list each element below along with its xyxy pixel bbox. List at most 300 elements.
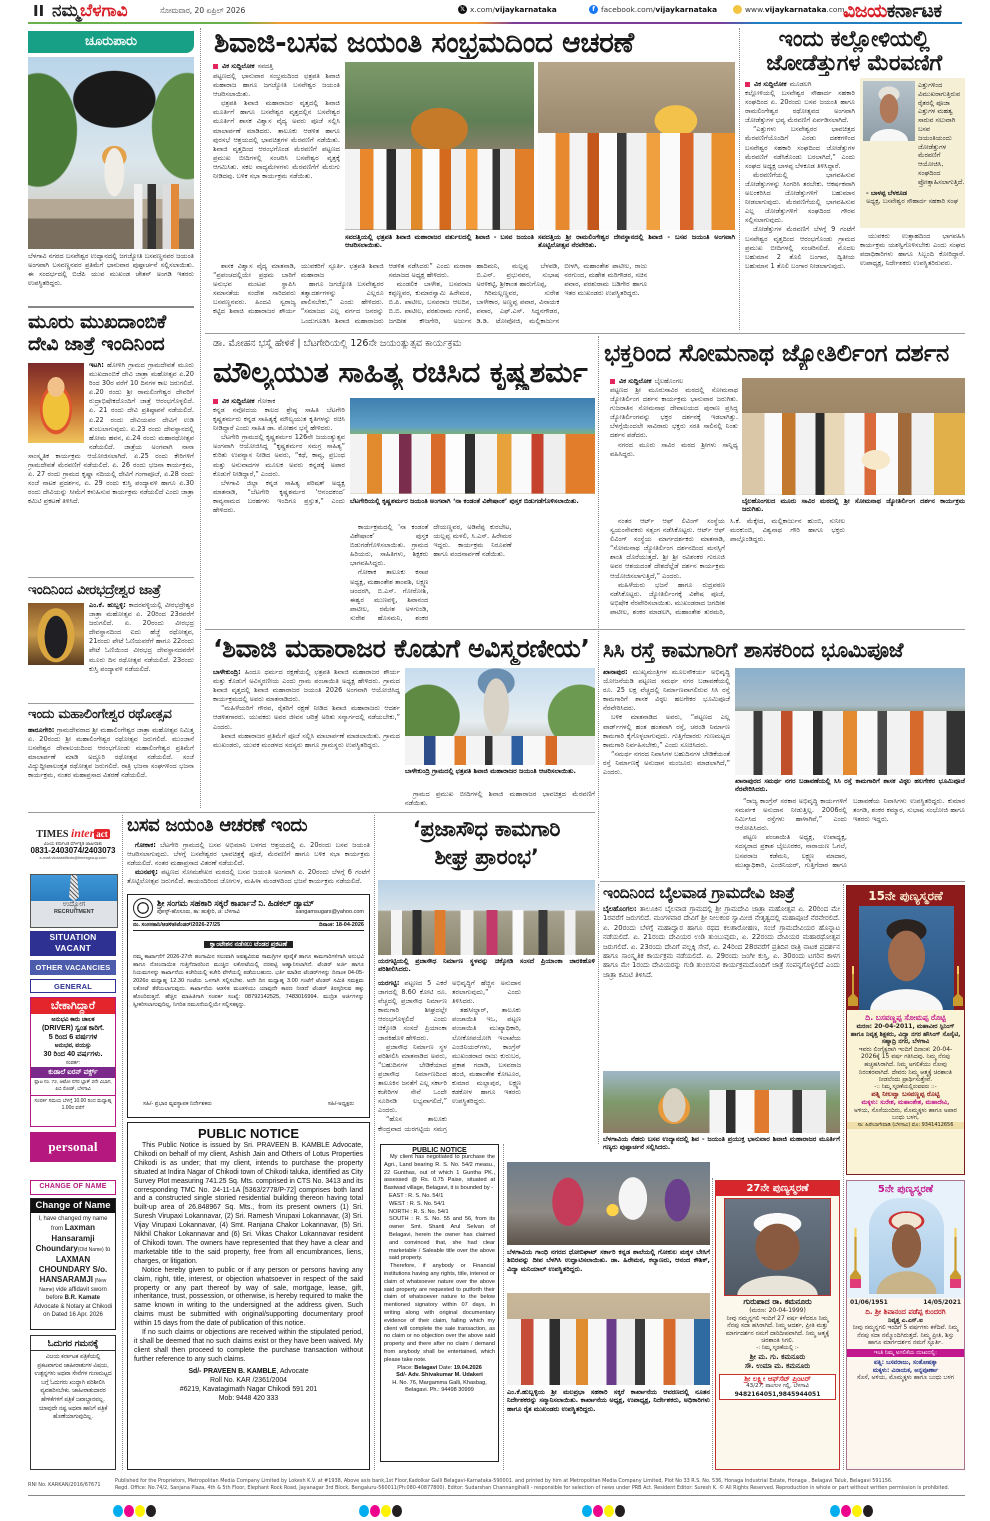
rni-number: RNI No. KARKAN/2016/67671 <box>28 1482 101 1488</box>
obituary-family: ಅಳಿಯ, ಸೊಸೆಯಂದಿರು, ಮೊಮ್ಮಕ್ಕಳು ಹಾಗೂ ಅಪಾರ ಬಂಧು ಬಳಗ, <box>854 1106 957 1122</box>
classified-phone: 0831-2403074/2403073 <box>30 846 116 855</box>
obituary-portrait <box>724 1198 831 1296</box>
footer-rule <box>28 1495 965 1496</box>
photo-shivaji-statue-garlanding <box>603 1071 840 1133</box>
article-krishnasharma-body <box>213 406 345 625</box>
headline-line: ಮೂರು ಮುಖದಾಂಬಿಕೆ <box>28 311 166 333</box>
obituary-photo-frame <box>847 906 964 1010</box>
logo-part1: ವಿಜಯ <box>843 0 887 22</box>
obituary-name: ದಿ. ಶ್ರೀ ಶಿವಾನಂದ ಪಡೆಪ್ಪ ಕುಂದರಗಿ <box>865 1307 946 1316</box>
paragraph: ಪಟ್ಟಣದ ಶ್ರೀ ಮೂರುಸಾವಿರ ಮಠದಲ್ಲಿ ಸೋಮನಾಥ ಜ್ಯೋತಿರ್ಲಿಂಗ ದರ್ಶನ ಕಾರ್ಯಕ್ರಮ ಭಾನುವಾರ ಜರುಗಿತು. ಗುಜರಾತಿನ ಸೋಮನಾಥ ದೇವಾಲಯದ ಪುರಾಣ ಪ್ರಸಿದ್ಧ ಜ್ಯೋತಿರ್ಲಿಂಗವನ್ನು ಭಕ್ತರ ದರ್ಶನಕ್ಕೆ ಇಡಲಾಗಿತ್ತು. ಬೆಳಗ್ಗೆಯಿಂದಲೇ ಸಾವಿರಾರು ಭಕ್ತರು ಸರತಿ ಸಾಲಿನಲ್ಲಿ ನಿಂತು ದರ್ಶನ ಪಡೆದರು. <box>610 386 738 440</box>
magenta-dot-icon <box>124 1505 134 1517</box>
kicker: ಡಾ. ಮೋಹನ ಭಸ್ಮೆ ಹೇಳಿಕೆ | ಬೆಟಗೇರಿಯಲ್ಲಿ 126ನೇ ಜಯಂತ್ಯುತ್ಸವ ಕಾರ್ಯಕ್ರಮ <box>213 338 462 349</box>
byline-place: ಮೂಡಲಗಿ <box>789 80 812 88</box>
paragraph: ಕಲ್ಲೋಳಿಯಲ್ಲಿ ಬಸವೇಶ್ವರ ಸೌಹಾರ್ದ ಸಹಕಾರಿ ಸಂಘದಿಂದ ಏ. 20ರಂದು ಬಸವ ಜಯಂತಿ ಹಾಗೂ ರಾಮಲಿಂಗೇಶ್ವರ ರಥೋತ್ಸವದ ಅಂಗವಾಗಿ ಜೋಡೆತ್ತುಗಳ ಭವ್ಯ ಮೆರವಣಿಗೆ ಏರ್ಪಡಿಸಲಾಗಿದೆ. <box>745 89 855 125</box>
article-veerabhadreshwara <box>28 601 194 699</box>
paragraph: ಮುಖ್ಯಮಂತ್ರಿಗಳ ಮೂಲಸೌಕರ್ಯ ಅಭಿವೃದ್ಧಿ ಯೋಜನೆಯಡಿ ಪಟ್ಟಣದ ಸಮರ್ಥ ನಗರ ಬಡಾವಣೆಯಲ್ಲಿ ರೂ. 25 ಲಕ್ಷ ವೆಚ್ಚದಲ್ಲಿ ನಿರ್ಮಾಣವಾಗಲಿರುವ ಸಿಸಿ ರಸ್ತೆ ಕಾಮಗಾರಿಗೆ ಶಾಸಕ ವಿಠ್ಠಲ ಹಲಗೇಕರ ಭೂಮಿಪೂಜೆ ನೆರವೇರಿಸಿದರು. <box>603 668 730 713</box>
paragraph: ಮಂಡಲಿಕ ಬಾಳೇಶ, ಬಸವರಾಜ ಕಪ್ಪಣ್ಣವರ, ಕುಮಾರಸ್ವಾಮಿ ಹಿರೇಮಠ, ಬಿ.ಪಿ. ಪಾಟೀಲ, ಬಸವರಾಜ ಆಲದಿನ, ಬಿ.ಬಿ. ಪಾಟೀಲ, ಪರಶುರಾಮ ಗಂಗಲಿ, ಜಗದೀಶ ಕೌಜಗೇರಿ, ಅರ್ಜುನ ಹಾದಿಮನಿ, ಮಲ್ಲಪ್ಪ ಬೆಳವಡಿ, ಬಿ.ಎನ್. ಪ್ರಭುನವರ, ಸುಭಾಷ ಅರಳಿಕಟ್ಟಿ, ಶ್ರೀಕಾಂತ ಹಾರುಗೊಪ್ಪ, <box>388 262 560 325</box>
social-x <box>458 5 557 14</box>
column-divider <box>200 28 201 808</box>
birth-date: 01/06/1951 <box>850 1299 888 1306</box>
boundary-dir: WEST <box>389 1200 406 1207</box>
place-label: Place: <box>397 1364 413 1371</box>
paragraph: ಬೆಟಗೇರಿ ಗ್ರಾಮದಲ್ಲಿ ಬಸವ ಅಭಿಮಾನಿ ಬಳಗದ ಆಶ್ರಯದಲ್ಲಿ ಏ. 20ರಂದು ಬಸವ ಜಯಂತಿ ಆಚರಿಸಲಾಗುವುದು. ಬೆಳಗ್ಗೆ ಬಸವೇಶ್ವರರ ಭಾವಚಿತ್ರಕ್ಕೆ ಪೂಜೆ, ಮೆರವಣಿಗೆ ಹಾಗೂ ಬಳಿಕ ಸಭಾ ಕಾರ್ಯಕ್ರಮ ನಡೆಯಲಿದೆ. ನಂತರ ಮಹಾಪ್ರಸಾದ ವಿತರಣೆ ನಡೆಯಲಿದೆ. <box>127 841 370 868</box>
headline-shivaji-contribution: ‘ಶಿವಾಜಿ ಮಹಾರಾಜರ ಕೊಡುಗೆ ಅವಿಸ್ಮರಣೀಯ’ <box>213 634 590 663</box>
date: 19.04.2026 <box>453 1364 482 1371</box>
bullet-square-icon <box>745 82 750 87</box>
photo-prajasoudha-site <box>378 880 595 955</box>
caption-text: ಬೆಳಗಾವಿ ನಗರದ ಬಸವೇಶ್ವರ ಉದ್ಯಾನದಲ್ಲಿ ಜಗಜ್ಯೋತಿ ಬಸವಣ್ಣನವರ ಜಯಂತಿ ಅಂಗವಾಗಿ ಬಸವಣ್ಣನವರ ಪ್ರತಿಮೆಗೆ ಭಾನುವಾರ ಪುಷ್ಪಾರ್ಚನೆ ಸಲ್ಲಿಸಲಾಯಿತು. ಈ ಸಂದರ್ಭದಲ್ಲಿ ಬಿಜೆಪಿ ಯುವ ಮುಖಂಡ ಚೇತನ್ ಅಂಗಡಿ ಇತರರು ಉಪಸ್ಥಿತರಿದ್ದರು. <box>28 252 194 288</box>
column-divider <box>503 1144 504 1470</box>
obituary-footer: ಸಾ: ಹಿರೇಬಾಗೇವಾಡಿ (ಬೆಳಗಾವಿ) ಮೊ: 9341412656 <box>847 1122 964 1130</box>
ad-change-of-name <box>30 1198 116 1330</box>
tag-general: GENERAL <box>30 979 116 993</box>
obituary-5th-anniversary <box>846 1180 965 1470</box>
photo-shivaji-circle <box>345 62 534 230</box>
paragraph: ಪಟ್ಟಣದಲ್ಲಿ ಭಾನುವಾರ ಸಂಭ್ರಮದಿಂದ ಛತ್ರಪತಿ ಶಿವಾಜಿ ಮಹಾರಾಜ ಹಾಗೂ ಜಗಜ್ಯೋತಿ ಬಸವೇಶ್ವರ ಜಯಂತಿ ಆಚರಿಸಲಾಯಿತು. <box>213 72 340 99</box>
notice-signature-suffix: , Advocate <box>276 1367 309 1375</box>
obituary-name: ದಿ. ಬಸವಣ್ಣಪ್ಪ ಸೋಮಪ್ಪ ರೊಟ್ಟಿ <box>865 1013 946 1022</box>
place: Belagavi <box>414 1364 438 1371</box>
paragraph: ಪ್ರಜಾಸೌಧ ನಿರ್ಮಾಣ ಸ್ಥಳ ಪರಿಶೀಲಿಸಿ ಮಾತನಾಡಿದ ಅವರು, “ಬಹುದಿನಗಳ ಬೇಡಿಕೆಯಾದ ಪ್ರಜಾಸೌಧ ನಿರ್ಮಾಣದಿಂದ ತಾಲೂಕಿನ ಜನತೆಗೆ ಎಲ್ಲ ಸರ್ಕಾರಿ ಕಚೇರಿಗಳ ಸೇವೆ ಒಂದೇ ಸೂರಿನಡಿ ಲಭ್ಯವಾಗಲಿದೆ,” ಎಂದರು. <box>378 1042 447 1115</box>
quote-role: ಅಧ್ಯಕ್ಷ, ಬಸವೇಶ್ವರ ಸೌಹಾರ್ದ ಸಹಕಾರಿ ಸಂಘ <box>866 196 959 205</box>
byline <box>213 62 273 71</box>
cyan-dot-icon <box>830 1505 840 1517</box>
column-divider <box>598 336 599 878</box>
lamp-icon <box>953 966 963 1006</box>
paragraph: ಗೋಕಾಕ ತಾಲೂಕು ಕಸಾಪ ಅಧ್ಯಕ್ಷ, ಮಹಾಂತೇಶ ತಾಂವಶಿ, ಲಕ್ಷ್ಮಣ ಚಂದರಗಿ, ಬಿ.ಎಸ್. ಗೋರೋಶಿ, ಈಶ್ವರ ಮುಣವಳ್ಳಿ, ಶಿವಾನಂದ ಪಾಟೀಲ, ರಮೇಶ ಅಳಗುಂಡಿ, ಸುರೇಶ ಹೊಸಮನಿ, ಶಂಕರ ದೇಯಣ್ಣವರ, ಅಡಿವೆಪ್ಪ ಕುರಬೇಟ, ಯಲ್ಲಪ್ಪ ಮಳಲಿ, ಸಿ.ಎಸ್. ಹಿರೇಮಠ ಇದ್ದರು. ಕಾರ್ಯಕ್ರಮ ನಿರೂಪಣೆ ಹಾಗೂ ವಂದನಾರ್ಪಣೆ ನಡೆಯಿತು. <box>350 523 512 622</box>
photo-caption: ಬೈಲಹೊಂಗಲದ ಮೂರು ಸಾವಿರ ಮಠದಲ್ಲಿ ಶ್ರೀ ಸೋಮನಾಥ ಜ್ಯೋತಿರ್ಲಿಂಗ ದರ್ಶನ ಕಾರ್ಯಕ್ರಮ ಜರುಗಿತು. <box>742 497 965 514</box>
article-kallolli-body-cont <box>860 232 965 330</box>
paragraph: ಪಟ್ಟಣ ಪಂಚಾಯಿತಿ ಅಧ್ಯಕ್ಷ, ಉಪಾಧ್ಯಕ್ಷ, ಸದಸ್ಯರಾದ ಪ್ರಕಾಶ ಬೈಲೂರಕರ, ನಾರಾಯಣ ಓಗಲೆ, ಬಸವರಾಜ ಕಡೆಮನಿ, ಲಕ್ಷ್ಮಣ ಮಾದಾರ, ಮುಖ್ಯಾಧಿಕಾರಿ, ಎಂಜಿನಿಯರ್, ಗುತ್ತಿಗೆದಾರ ಹಾಗೂ ಬಡಾವಣೆಯ ನಿವಾಸಿಗಳು ಉಪಸ್ಥಿತರಿದ್ದರು. ಕುಮಾರ ತಂಗಡಿ, ಶಂಕರ ಕಮ್ಮಾರ, ಸುಭಾಷ ಸಂಭೋಜಿ ಹಾಗೂ ಇತರರು ಇದ್ದರು. <box>735 797 965 869</box>
obituary-remember-label: -:: ನಿಮ್ಮ ಸ್ಮರಣೆಯಲ್ಲಿರುವವರು ::- <box>874 1083 937 1090</box>
byline-label: ವಿಕ ಸುದ್ದಿಲೋಕ <box>222 62 255 70</box>
cyan-dot-icon <box>359 1505 369 1517</box>
obituary-remember-label: -: ನಿಮ್ಮ ಸ್ಮರಣೆಯಲ್ಲಿ :- <box>756 1344 799 1351</box>
section-divider <box>600 881 965 882</box>
quote-attribution <box>860 187 965 206</box>
boundary-val: : R. S. No. 54/1 <box>410 1208 449 1215</box>
sugar-factory-logo-icon <box>133 898 153 918</box>
paragraph: ಕನ್ನಡ ನವೋದಯ ಕಾಲದ ಶ್ರೇಷ್ಠ ಸಾಹಿತಿ ಬೆಟಗೇರಿ ಕೃಷ್ಣಶರ್ಮರು ಕನ್ನಡ ಸಾಹಿತ್ಯಕ್ಕೆ ಮೌಲ್ಯಯುತ ಕೃತಿಗಳನ್ನು ರಚಿಸಿ ನೀಡಿದ್ದಾರೆ ಎಂದು ಸಾಹಿತಿ ಡಾ. ಮೋಹನ ಭಸ್ಮೆ ಹೇಳಿದರು. <box>213 406 345 433</box>
obituary-message: ಇವರು ಲಿಂಗೈಕ್ಯರಾಗಿ ಇಂದಿಗೆ ದಿನಾಂಕ: 20-04-2026ಕ್ಕೆ 15 ವರ್ಷ ಗತಿಸಿದವು. ನಿಮ್ಮ ನೆನಪು ಹಚ್ಚಹಸಿರಾಗಿದೆ. ನಿಮ್ಮ ಅಗಲಿಕೆಯು ನೋವು ನಿರಂತರವಾಗಿದೆ. ದೇವರು ನಿಮ್ಮ ಆತ್ಮಕ್ಕೆ ಚಿರಶಾಂತಿ ನೀಡಲೆಂದು ಪ್ರಾರ್ಥಿಸುತ್ತೇವೆ. <box>858 1045 953 1084</box>
tender-notice-ad <box>127 894 370 1118</box>
public-notice-bastwad-land <box>380 1144 499 1462</box>
boundary-south <box>389 1216 495 1263</box>
bullet-square-icon <box>213 64 218 69</box>
photo-jyotirlinga-darshan <box>742 378 965 495</box>
tag-personal: personal <box>30 1132 116 1162</box>
boundary-dir: SOUTH <box>389 1216 409 1223</box>
ad-text: vide affidavit sworn before <box>45 1286 107 1302</box>
headline-line: ‘ಪ್ರಜಾಸೌಧ ಕಾಮಗಾರಿ <box>412 817 561 841</box>
obituary-family: ಸೊಸೆ, ಅಳಿಯ, ಮೊಮ್ಮಕ್ಕಳು ಹಾಗೂ ಬಂಧು ಬಳಗ <box>857 1374 954 1382</box>
byline <box>610 377 683 386</box>
paragraph: ತಾಲೂಕಿನ ಬೈಲವಾಡ ಗ್ರಾಮದಲ್ಲಿ ಶ್ರೀ ಗ್ರಾಮದೇವಿ ಜಾತ್ರಾ ಮಹೋತ್ಸವ ಏ. 20ರಿಂದ ಮೇ 1ರವರೆಗೆ ಜರುಗಲಿದೆ. ಮಂಗಳವಾರ ದೇವಿಗೆ ಶ್ರೀ ನೀಲಕಂಠ ಸ್ವಾಮೀಜಿ ನೇತೃತ್ವದಲ್ಲಿ ಮಹಾಪೂಜೆ ನೆರವೇರಲಿದೆ. ಏ. 20ರಂದು ಬೆಳಗ್ಗೆ ಮಹಾದ್ವಾರ ಹಾಗೂ ರಥದ ಕಲಶಾರೋಹಣ, ಸಂಜೆ ಗ್ರಾಮದೇವಿಯರ ಹೊನ್ನಾಟ ನಡೆಯಲಿದೆ. ಏ. 21ರಂದು ದೇವಿಯರ ಉಡಿ ತುಂಬುವುದು, ಏ. 22ರಂದು ದೇವಿಯರ ಮಹಾರಥೋತ್ಸವ ಜರುಗಲಿದೆ. ಏ. 23ರಂದು ದೇವಿಗೆ ಪಲ್ಲಕ್ಕಿ ಸೇವೆ, ಏ. 24ರಿಂದ 28ರವರೆಗೆ ಪ್ರತಿದಿನ ರಾತ್ರಿ ನಾಟಕ ಪ್ರದರ್ಶನ ಹಾಗೂ ಸಾಂಸ್ಕೃತಿಕ ಕಾರ್ಯಕ್ರಮ ನಡೆಯಲಿದೆ. ಏ. 29ರಂದು ಜಂಗೀ ಕುಸ್ತಿ, ಏ. 30ರಂದು ಟಗರಿನ ಕಾಳಗ ಹಾಗೂ ಮೇ 1ರಂದು ದೇವಿಯರನ್ನು ಗುಡಿ ತುಂಬಿಸುವ ಕಾರ್ಯಕ್ರಮದೊಂದಿಗೆ ಜಾತ್ರೆ ಸಂಪನ್ನಗೊಳ್ಳಲಿದೆ ಎಂದು ಜಾತ್ರಾ ಕಮಿಟಿ ತಿಳಿಸಿದೆ. <box>603 905 840 979</box>
dateline: ಯರಗಟ್ಟಿ: <box>378 979 400 987</box>
paragraph: ಮಹಿಳೆಯರು ಭಜನೆ ಹಾಗೂ ರುದ್ರಪಠಣ ನಡೆಸಿಕೊಟ್ಟರು. ಜ್ಯೋತಿರ್ಲಿಂಗಕ್ಕೆ ವಿಶೇಷ ಪೂಜೆ, ಅಭಿಷೇಕ ನೆರವೇರಿಸಲಾಯಿತು. ಮುಖಂಡರಾದ ಜಗದೀಶ ಪಾಟೀಲ, ಶಂಕರ ಮಾಡಲಗಿ, ಮಹಾಂತೇಶ ತುರಮರಿ, ಸಿ.ಕೆ. ಮೆಕ್ಕೇದ, ಮಲ್ಲಿಕಾರ್ಜುನ ಹುಂಬಿ, ಸುನೀಲ ಮರಕುಂಬಿ, ವಿಶ್ವನಾಥ ಗೌರಿ ಹಾಗೂ ಭಕ್ತರು ಪಾಲ್ಗೊಂಡಿದ್ದರು. <box>610 517 845 616</box>
obituary-children: ಮಕ್ಕಳು: ಸುರೇಶ, ಮಹಾಂತೇಶ, ಮಹಾದೇವಿ, <box>861 1098 950 1106</box>
boundary-val: : R. S. No. 54/1 <box>406 1200 445 1207</box>
black-dot-icon <box>146 1505 156 1517</box>
section-divider <box>28 306 194 308</box>
paragraph: ನಂತರ ಆರ್ಟ್ ಆಫ್ ಲಿವಿಂಗ್ ಸಂಸ್ಥೆಯ ಸ್ವಯಂಸೇವಕರು ಸತ್ಸಂಗ ನಡೆಸಿಕೊಟ್ಟರು. ಆರ್ಟ್ ಆಫ್ ಲಿವಿಂಗ್ ಸಂಸ್ಥೆಯ ಮಾರ್ಗದರ್ಶಕರು ಮಾತನಾಡಿ, “ಸೋಮನಾಥ ಜ್ಯೋತಿರ್ಲಿಂಗ ದರ್ಶನದಿಂದ ಮನಸ್ಸಿಗೆ ಶಾಂತಿ ದೊರೆಯುತ್ತದೆ. ಶ್ರೀ ಶ್ರೀ ರವಿಶಂಕರ ಗುರೂಜಿ ಅವರ ಆಶಯದಂತೆ ದೇಶದೆಲ್ಲೆಡೆ ದರ್ಶನ ಕಾರ್ಯಕ್ರಮ ಆಯೋಜಿಸಲಾಗುತ್ತಿದೆ,” ಎಂದರು. <box>610 517 725 580</box>
ad-line: 30 ರಿಂದ 40 ವರ್ಷಗಳು. <box>43 1049 103 1058</box>
section-divider <box>28 703 194 704</box>
sponsor-box <box>719 1374 836 1401</box>
article-krishnasharma-body-cont <box>350 523 595 625</box>
obituary-dates <box>847 1298 964 1308</box>
header-color-rule <box>28 22 962 24</box>
sponsor-address: 43/27, ಪಾಂಗುಳ ಗಲ್ಲಿ, ಬೆಳಗಾವಿ <box>746 1383 809 1390</box>
photo-book-release <box>350 398 595 494</box>
photo-caption: ಖಾನಾಪುರದ ಸಮರ್ಥ ನಗರ ಬಡಾವಣೆಯಲ್ಲಿ ಸಿಸಿ ರಸ್ತೆ ಕಾಮಗಾರಿಗೆ ಶಾಸಕ ವಿಠ್ಠಲ ಹಲಗೇಕರ ಭೂಮಿಪೂಜೆ ನೆರವೇರಿಸಿದರು. <box>735 777 965 794</box>
paragraph: ಶಾಸಕ ವಿಶ್ವಾಸ ವೈದ್ಯ ಮಾತನಾಡಿ, “ಪ್ರಪಂಚದಲ್ಲಿಯೇ ಪ್ರಥಮ ಬಾರಿಗೆ ಅನುಭವ ಮಂಟಪ ಸ್ಥಾಪಿಸಿ ಸಮಾನತೆಯ ಸಂದೇಶ ಸಾರಿದವರು ಬಸವಣ್ಣನವರು. ಹಿಂದವಿ ಸ್ವರಾಜ್ಯ ಕಟ್ಟಿದ ಶಿವಾಜಿ ಮಹಾರಾಜರ ಶೌರ್ಯ ಯುವಕರಿಗೆ ಸ್ಫೂರ್ತಿ. ಛತ್ರಪತಿ ಶಿವಾಜಿ ಮಹಾರಾಜ <box>213 262 384 316</box>
paragraph: ಬೆಳಗಾವಿ ಜಿಲ್ಲಾ ಕನ್ನಡ ಸಾಹಿತ್ಯ ಪರಿಷತ್ ಅಧ್ಯಕ್ಷ ಮಾತನಾಡಿ, “ಬೆಟಗೇರಿ ಕೃಷ್ಣಶರ್ಮರ ‘ಆನಂದಕಂದ’ ಕಾವ್ಯನಾಮದ ಬರಹಗಳು ಇಂದಿಗೂ ಪ್ರಸ್ತುತ,” ಎಂದು ಹೇಳಿದರು. <box>213 478 345 515</box>
headline-mooru-mukhadambike <box>28 311 194 355</box>
tender-org-contact <box>157 909 364 916</box>
website-prefix: www. <box>745 5 765 14</box>
x-icon: 𝕏 <box>458 5 467 14</box>
dateline: ಇಟಗಿ: <box>89 361 104 369</box>
black-dot-icon <box>392 1505 402 1517</box>
boundary-east <box>389 1193 495 1201</box>
article-body: ಕಾದರವಳ್ಳಿಯಲ್ಲಿ ವೀರಭದ್ರೇಶ್ವರ ಜಾತ್ರಾ ಮಹೋತ್ಸವ ಏ. 20ರಿಂದ 23ರವರೆಗೆ ಜರುಗಲಿದೆ. ಏ. 20ರಂದು ವೀರಭದ್ರ ದೇವಸ್ಥಾನದಿಂದ ಐದು ಹೆಜ್ಜೆ ರಥೋತ್ಸವ, 21ರಂದು ಪೇಟೆ ಓಣಿಯವರೆಗೆ ಹಾಗೂ 22ರಂದು ಪೇಟೆ ಓಣಿಯಿಂದ ವೀರಭದ್ರ ದೇವಸ್ಥಾನದವರೆಗೆ ಮೂರು ದಿನ ರಥೋತ್ಸವ ನಡೆಯಲಿದೆ. 23ರಂದು ಕುಸ್ತಿ ಪಂದ್ಯಾವಳಿ ನಡೆಯಲಿದೆ. <box>89 601 194 673</box>
black-dot-icon <box>863 1505 873 1517</box>
tag-text: VACANT <box>55 943 91 953</box>
photo-caption: ಬೆಳಗಾವಿಯ ಗಾಂಧಿ ನಗರದ ಧೋಬಿಘಾಟ್ ಸರ್ಕಾರಿ ಕನ್ನಡ ಶಾಲೆಯಲ್ಲಿ ಗೋಕುಲ ಮಕ್ಕಳ ಬೇಸಿಗೆ ಶಿಬಿರವನ್ನು ದೀಪ ಬೆಳಗಿಸಿ ಉದ್ಘಾಟಿಸಲಾಯಿತು. ಡಾ. ಹಿರೇಮಠ, ಕಲ್ಯಾಣರು, ಆನಂದ ಕೌಶಿಕ್, ವಿದ್ಯಾ ಮನಿಯಾಲ್ ಉಪಸ್ಥಿತರಿದ್ದರು. <box>507 1248 710 1273</box>
masthead-part2: ಬೆಳಗಾವಿ <box>79 1 128 21</box>
byline-label: ವಿಕ ಸುದ್ದಿಲೋಕ <box>754 80 787 88</box>
sponsor-phone: 9482164051,9845944051 <box>734 1390 821 1398</box>
paragraph: “ಸಮರ್ಥ ನಗರದ ನಿವಾಸಿಗಳ ಬಹುದಿನಗಳ ಬೇಡಿಕೆಯಂತೆ ರಸ್ತೆ ನಿರ್ಮಾಣಕ್ಕೆ ಅನುದಾನ ಮಂಜೂರು ಮಾಡಲಾಗಿದೆ,” ಎಂದರು. <box>603 749 730 777</box>
article-body: ಹೋಳಿಗಿ ಗ್ರಾಮದ ಗ್ರಾಮದೇವತೆ ಮೂರು ಮುಖದಾಂಬಿಕೆ ದೇವಿ ಜಾತ್ರಾ ಮಹೋತ್ಸವ ಏ.20 ರಿಂದ 30ರ ವರೆಗೆ 10 ದಿನಗಳ ಕಾಲ ಜರುಗಲಿದೆ. ಏ.20 ರಂದು ಶ್ರೀ ರಾಮಲಿಂಗೇಶ್ವರ ದೇವರಿಗೆ ರುದ್ರಾಭಿಷೇಕದೊಂದಿಗೆ ಜಾತ್ರೆ ಆರಂಭಗೊಳ್ಳಲಿದೆ. ಏ. 21 ರಂದು ದೇವಿ ಪ್ರತಿಷ್ಠಾಪನೆ ನಡೆಯಲಿದೆ. ಏ.22 ರಂದು ದೇವಿಯವರ ದೇವಿಗೆ ಉಡಿ ತುಂಬಲಾಗುವುದು. ಏ.23 ರಂದು ದೇವಸ್ಥಾನದಲ್ಲಿ ಹೋಮ ಹವನ, ಏ.24 ರಂದು ಮಹಾರಥೋತ್ಸವ ನಡೆಯಲಿದೆ. ಜಾತ್ರೆಯ ಅಂಗವಾಗಿ ನಾನಾ ಸಾಂಸ್ಕೃತಿಕ ಕಾರ್ಯಕ್ರಮ ಆಯೋಜಿಸಲಾಗಿದೆ. ಏ.25 ರಂದು ಕೇರಿಗಳಿಗೆ ಗ್ರಾಮದೇವತೆ ಮೆರವಣಿಗೆ ನಡೆಯಲಿದೆ. ಏ. 26 ರಂದು ಭಜನಾ ಕಾರ್ಯಕ್ರಮ, ಏ. 27 ರಂದು ಗ್ರಾಮದ ಕೃಷ್ಣಾ ನದಿಯಲ್ಲಿ ದೇವಿಗೆ ಗಂಗಾಪೂಜೆ, ಏ.28 ರಂದು ಸಂಜೆ ನಾಟಕ ಪ್ರದರ್ಶನ, ಏ. 29 ರಂದು ಕುಸ್ತಿ ಪಂದ್ಯಾವಳಿ ಹಾಗೂ ಏ.30 ರಂದು ದೇವಿಯನ್ನು ಸೀಮೆಗೆ ಕಳುಹಿಸುವ ಕಾರ್ಯಕ್ರಮ ನಡೆಯಲಿದೆ ಎಂದು ಜಾತ್ರಾ ಕಮಿಟಿ ಪ್ರಕಟಣೆ ತಿಳಿಸಿದೆ. <box>28 361 194 506</box>
cmyk-registration-marks <box>113 1505 156 1517</box>
cyan-dot-icon <box>582 1505 592 1517</box>
photo-basaveshwara-statue <box>28 57 194 249</box>
lead-headline: ಶಿವಾಜಿ-ಬಸವ ಜಯಂತಿ ಸಂಭ್ರಮದಿಂದ ಆಚರಣೆ <box>214 27 634 59</box>
ad-text: to <box>105 1247 111 1254</box>
paragraph: If no such claims or objections are received within the stipulated period, it shall be deemed that no such claims exist or they have been waived. My client shall then proceed to complete the purchase transaction without further reference to any such claims. <box>134 1329 363 1363</box>
article-prajasoudha-body <box>378 979 595 1140</box>
dateline: ಬೈಲಹೊಂಗಲ: <box>603 905 637 913</box>
paragraph: ನಗರದ ಮೂರು ಸಾವಿರ ಮಠದ ಶ್ರೀಗಳು ಸಾನ್ನಿಧ್ಯ ವಹಿಸಿದ್ದರು. <box>610 440 738 458</box>
ad-driver-wanted <box>30 997 116 1127</box>
paragraph: ಛತ್ರಪತಿ ಶಿವಾಜಿ ಮಹಾರಾಜರ ವೃತ್ತದಲ್ಲಿ ಶಿವಾಜಿ ಮೂರ್ತಿಗೆ ಹಾಗೂ ಬಸವೇಶ್ವರ ವೃತ್ತದಲ್ಲಿನ ಬಸವೇಶ್ವರ ಮೂರ್ತಿಗೆ ಶಾಸಕ ವಿಶ್ವಾಸ ವೈದ್ಯ ಅವರು ಪೂಜೆ ಸಲ್ಲಿಸಿ ಮಾಲಾರ್ಪಣೆ ಮಾಡಿದರು. ತಾಲೂಕು ಆಡಳಿತ ಹಾಗೂ ಪುರಸಭೆ ಆಶ್ರಯದಲ್ಲಿ ಭಾವಚಿತ್ರಗಳ ಮೆರವಣಿಗೆ ನಡೆಯಿತು. ಶಿವಾಜಿ ವೃತ್ತದಿಂದ ಆರಂಭಗೊಂಡ ಮೆರವಣಿಗೆ ಪಟ್ಟಣದ ಪ್ರಮುಖ ಬೀದಿಗಳಲ್ಲಿ ಸಂಚರಿಸಿ ಬಸವೇಶ್ವರ ವೃತ್ತಕ್ಕೆ ಆಗಮಿಸಿತು. ಸಕಲ ವಾದ್ಯಮೇಳಗಳು ಮೆರವಣಿಗೆಗೆ ಮೆರುಗು ನೀಡಿದವು. ಬಳಿಕ ಸಭಾ ಕಾರ್ಯಕ್ರಮ ನಡೆಯಿತು. <box>213 99 340 181</box>
readers-note <box>30 1335 116 1470</box>
ad-body <box>31 1014 115 1067</box>
column-divider <box>598 884 599 1144</box>
article-bailwad-body <box>603 905 840 1068</box>
public-notice-praveen-kamble <box>127 1122 370 1470</box>
readers-note-header: ಓದುಗರ ಗಮನಕ್ಕೆ <box>31 1336 115 1351</box>
section-masthead <box>52 1 128 21</box>
obituary-photo-frame <box>847 1198 964 1298</box>
headline-line: ಶೀಘ್ರ ಪ್ರಾರಂಭ’ <box>434 845 539 869</box>
tender-signatures <box>133 1101 364 1108</box>
dateline: ಎಂ.ಕೆ. ಹುಬ್ಬಳ್ಳಿ: <box>89 601 126 609</box>
ad-header: Change of Name <box>31 1199 115 1213</box>
ad-header: ಬೇಕಾಗಿದ್ದಾರೆ <box>31 998 115 1014</box>
social-x-handle: vijaykarnataka <box>495 5 557 14</box>
website-handle: vijaykarnataka <box>764 5 827 14</box>
paragraph: ಬೆಟಗೇರಿ ಗ್ರಾಮದಲ್ಲಿ ಕೃಷ್ಣಶರ್ಮರ 126ನೇ ಜಯಂತ್ಯುತ್ಸವ ಅಂಗವಾಗಿ ಆಯೋಜಿಸಿದ್ದ “ಕೃಷ್ಣಶರ್ಮರ ಸಮಗ್ರ ಸಾಹಿತ್ಯ” ಕುರಿತು ಉಪನ್ಯಾಸ ನೀಡಿದ ಅವರು, “ಕಥೆ, ಕಾವ್ಯ, ಪ್ರಬಂಧ ಮತ್ತು ಅನುವಾದಗಳ ಮೂಲಕ ಅವರು ಕನ್ನಡಕ್ಕೆ ಅಪಾರ ಕೊಡುಗೆ ನೀಡಿದ್ದಾರೆ,” ಎಂದರು. <box>213 433 345 478</box>
obituary-grief-label: ಇಂತಿ ನಿಮ್ಮ ಅಗಲಿಕೆಯ ದುಃಖದಲ್ಲಿ: <box>847 1349 964 1357</box>
photo-balappa-belakuda <box>863 81 915 141</box>
facebook-icon: f <box>589 5 598 14</box>
paragraph: “ಮಹಿಳೆಯರಿಗೆ ಗೌರವ, ರೈತರಿಗೆ ರಕ್ಷಣೆ ನೀಡಿದ ಶಿವಾಜಿ ಮಹಾರಾಜರು ಆದರ್ಶ ಆಡಳಿತಗಾರರು. ಯುವಕರು ಅವರ ಜೀವನ ಚರಿತ್ರೆ ಅರಿತು ಸನ್ಮಾರ್ಗದಲ್ಲಿ ನಡೆಯಬೇಕು,” ಎಂದರು. <box>213 704 400 731</box>
paragraph: “ಎತ್ತುಗಳು ಬಸವೇಶ್ವರರ ಭಾವಚಿತ್ರದ ಮೆರವಣಿಗೆಯೊಂದಿಗೆ ಎರಡು ದಶಕಗಳಿಂದ ಬಸವೇಶ್ವರ ಸಹಕಾರಿ ಸಂಘದಿಂದ ಜೋಡೆತ್ತುಗಳ ಮೆರವಣಿಗೆ ನಡೆಸಿಕೊಂಡು ಬರಲಾಗಿದೆ,” ಎಂದು ಸಂಘದ ಅಧ್ಯಕ್ಷ ಬಾಳಪ್ಪ ಬೆಳಕೂಡ ತಿಳಿಸಿದ್ದಾರೆ. <box>745 125 855 170</box>
paragraph: ಗಿರಿಮಲ್ಲಣ್ಣವರ, ಸುರೇಶ ಬಾಳೇಕಾರ, ಅಣ್ಣಪ್ಪ ಪವಾರ, ವಿನಾಯಕ ಪವಾರ, ಎಫ್.ಎಸ್. ಸಿದ್ದನಗೌಡರ, ಡಿ.ಡಿ. ಟೋಪೋಜಿ, ಮಲ್ಲಿಕಾರ್ಜುನ ಬೀಳಗಿ, ಮಹಾಂತೇಶ ಪಾಟೀಲ, ರಾಜು ನರಗುಂದ, ಮಹೇಶ ಮರಿಗೌಡರ, ಸಚಿನ ಪವಾರ, ಪರಶುರಾಮ ಬಡಿಗೇರ ಹಾಗೂ ಇತರ ಮುಖಂಡರು ಉಪಸ್ಥಿತರಿದ್ದರು. <box>476 262 648 325</box>
tag-change-of-name: CHANGE OF NAME <box>30 1180 116 1195</box>
dateline: ಖಾನಾಪುರ: <box>603 668 628 676</box>
photo-caption: ಸವದತ್ತಿಯ ಶ್ರೀ ರಾಮಲಿಂಗೇಶ್ವರ ದೇವಸ್ಥಾನದಲ್ಲಿ ಶಿವಾಜಿ - ಬಸವ ಜಯಂತಿ ಅಂಗವಾಗಿ ತೊಟ್ಟಿಲೋತ್ಸವ ನೆರವೇರಿತು. <box>538 233 735 250</box>
paragraph: This Public Notice is issued by Sri. PRAVEEN B. KAMBLE Advocate, Chikodi on behalf of my client, Ashish Jain and Others of Lotus Properties Chikodi is as under; that my client, intends to purchase the property situated at Indira Nagar of Chikodi town of Chikodi taluka, identified as City Survey Plot measuring 741.25 Sq. Mts. comprised in CTS No. 3413 and its corresponding TMC No. 24-11-1A [5363/2778/P-72] comprises both land and a constructed single storied residential building thereon having total built-up area of 26.848967 Sq. Mts., from its present owners (1) Sri. Suresh Virupaxi Lokannavar, (2) Sri. Ramesh Virupaxi Lokannavar, (3) Sri. Vijay Virupaxi Lokannavar, (4) Smt. Ranjana Chakor Lokannavar, (5) Sri. Nikhil Chakor Lokannavar and (6) Sri. Vikas Chakor Lokannavar resident of Chikodi town. The owners have represented that they have a clear and marketable title to the said property, free from all encumbrances, liens, charges, or litigation. <box>134 1142 363 1265</box>
boundary-north <box>389 1209 495 1217</box>
social-facebook-prefix: facebook.com/ <box>601 5 656 14</box>
article-body: ಗ್ರಾಮದೇವರಾದ ಶ್ರೀ ಮಹಾಲಿಂಗೇಶ್ವರ ಜಾತ್ರಾ ಮಹೋತ್ಸವ ನಿಮಿತ್ತ ಏ. 20ರಂದು ಶ್ರೀ ಮಹಾಲಿಂಗೇಶ್ವರ ರಥೋತ್ಸವ ಜರುಗಲಿದೆ. ಮುಂಜಾನೆ ಬಸವೇಶ್ವರ ದೇವಾಲಯದಿಂದ ಆರಂಭಗೊಂಡು ಮಹಾಲಿಂಗೇಶ್ವರ ಪ್ರತಿಮೆಗೆ ಮಾಲಾರ್ಪಣೆ ಮಾಡಿ ಅದ್ದೂರಿ ರಥೋತ್ಸವ ನಡೆಯಲಿದೆ. ಸಂಜೆ ವಿದ್ಯುದ್ದೀಪಾಲಂಕೃತ ರಥೋತ್ಸವ ಜರುಗಲಿದೆ. ರಾತ್ರಿ ಭಜನಾ ಸಂಘಗಳಿಂದ ಭಜನಾ ಕಾರ್ಯಕ್ರಮ, ನಂತರ ಮಹಾಪ್ರಸಾದ ವಿತರಣೆ ನಡೆಯಲಿದೆ. <box>28 726 194 780</box>
photo-bhoomi-pooja <box>735 668 965 775</box>
photo-caption: ಎಂ.ಕೆ.ಹುಬ್ಬಳ್ಳಿಯ ಶ್ರೀ ಮಲಪ್ರಭಾ ಸಹಕಾರಿ ಸಕ್ಕರೆ ಕಾರ್ಖಾನೆಯ ಆವರಣದಲ್ಲಿ ನೂತನ ನಿರ್ದೇಶಕರನ್ನು ಸನ್ಮಾನಿಸಲಾಯಿತು. ಕಾರ್ಖಾನೆಯ ಅಧ್ಯಕ್ಷ, ಉಪಾಧ್ಯಕ್ಷ, ನಿರ್ದೇಶಕರು, ಅಧಿಕಾರಿಗಳು ಹಾಗೂ ರೈತ ಮುಖಂಡರು ಉಪಸ್ಥಿತರಿದ್ದರು. <box>507 1388 710 1413</box>
black-dot-icon <box>615 1505 625 1517</box>
cmyk-registration-marks <box>830 1505 873 1517</box>
cmyk-registration-marks <box>359 1505 402 1517</box>
ad-address: ಪ್ಲಾಟ ನಂ. 72, ಆಟೋ ನಗರ ಬ್ಲಾಕ್ 2ನೇ ವಿಭಾಗ, ಪಿಬಿ ರೋಡ್, ಬೆಳಗಾವಿ <box>31 1078 115 1096</box>
boundary-dir: NORTH <box>389 1208 409 1215</box>
section-divider <box>205 333 965 334</box>
tag-text: SITUATION <box>49 932 97 942</box>
obituary-27th-anniversary <box>715 1180 840 1470</box>
notice-signature-block <box>384 1365 495 1395</box>
recruitment-banner <box>31 875 117 901</box>
cyan-dot-icon <box>113 1505 123 1517</box>
column-divider <box>739 28 740 330</box>
photo-lamp-lighting <box>507 1162 710 1245</box>
notice-body <box>134 1142 363 1365</box>
notice-address: #6219, Kavatagimath Nagar Chikodi 591 201 <box>179 1385 318 1393</box>
ad-text: Advocate & Notary at Chikodi on Dated 16 Apr. 2026 <box>33 1303 113 1319</box>
lead-article-body-top <box>213 72 340 258</box>
bullet-square-icon <box>610 379 615 384</box>
column-divider <box>374 815 375 1470</box>
obituary-family: ಮಕ್ಕಳು: ವಿನಾಯಕ, ಅನ್ನಪೂರ್ಣಾ <box>872 1366 939 1374</box>
tender-org-name: ಶ್ರೀ ಸಂಗಮ ಸಹಕಾರಿ ಸಕ್ಕರೆ ಕಾರ್ಖಾನೆ ನಿ. ಹಿಡಕಲ್ ಡ್ಯಾಮ್ <box>157 898 315 908</box>
byline <box>213 397 275 406</box>
paragraph: My client has negotiated to purchase the Agri., Land bearing R. S. No. 54/2 measu., 22 Gunthas, out of which 1 Guntha PK., assessed @ Rs. 0.75 Paise, situated at Bastwad village, Belagavi, it is bounded by - <box>384 1154 495 1192</box>
article-kallolli-body <box>745 89 855 330</box>
obituary-details: ಮರಣ: 20-04-2011, ಮಹಾವೀರ ಸ್ಪಿನಿಂಗ್ ಹಾಗೂ ನಿವೃತ್ತ ಶಿಕ್ಷಕರು, ವಿದ್ಯಾ ನಗರ ಹೌಸಿಂಗ್ ಸೊಸೈಟಿ, ಸಹ್ಯಾದ್ರಿ ನಗರ, ಬೆಳಗಾವಿ <box>850 1023 961 1046</box>
globe-icon <box>733 5 742 14</box>
headline-veerabhadreshwara: ಇಂದಿನಿಂದ ವೀರಭದ್ರೇಶ್ವರ ಜಾತ್ರೆ <box>28 582 161 598</box>
logo-part2: ಕರ್ನಾಟಕ <box>886 0 942 22</box>
notice-address: H. No. 76, Margamma Galli, Khasbag, Belagavi. Ph.: 94498 30999 <box>392 1379 487 1394</box>
readers-note-body: ವಿಜಯ ಕರ್ನಾಟಕ ಪತ್ರಿಕೆಯಲ್ಲಿ ಪ್ರಕಟವಾಗುವ ಜಾಹೀರಾತುಗಳ ವಿಷಯ, ಉತ್ಪನ್ನಗಳು ಅಥವಾ ಸೇವೆಗಳ ಗುಣಮಟ್ಟದ ಬಗ್ಗೆ ಓದುಗರು ಖುದ್ದಾಗಿ ಪರಿಶೀಲಿಸಿ ವ್ಯವಹರಿಸಬೇಕು. ಜಾಹೀರಾತುದಾರರ ಹೇಳಿಕೆಗಳಿಗೆ ಪತ್ರಿಕೆ ಜವಾಬ್ದಾರವಲ್ಲ. ಯಾವುದೇ ನಷ್ಟ ಅಥವಾ ಹಾನಿಗೆ ಪತ್ರಿಕೆ ಹೊಣೆಯಾಗುವುದಿಲ್ಲ. <box>34 1354 112 1421</box>
quote-author: - ಬಾಳಪ್ಪ ಬೆಳಕೂಡ <box>866 188 907 197</box>
lamp-icon <box>848 966 858 1006</box>
boundary-list <box>384 1193 495 1263</box>
ad-timing: ಸಂಪರ್ಕ ಸಮಯ ಬೆಳಗ್ಗೆ 10.00 ರಿಂದ ಮಧ್ಯಾಹ್ನ 1.00ರ ವರೆಗೆ <box>34 1098 112 1111</box>
magenta-dot-icon <box>593 1505 603 1517</box>
social-website-text <box>745 5 845 14</box>
imprint-line: Published for the Proprietors, Metropolitan Media Company Limited by Lokesh K.V. at #1938, Above axis bank,1st Floor,Kadolkar Galli Belagavi-Karnataka-590001. and printed by him at Metropolitan Media Company Limited, Plot No 33 R.S. No. 536, Honaga Industrial Estate, Honaga , Belagavi Taluk, Belagavi 591156. <box>115 1478 893 1484</box>
times-interact-logo <box>28 826 118 841</box>
ad-line: ಅನುಭವ, ವಯಸ್ಸು <box>54 1042 92 1049</box>
column-divider <box>712 1178 713 1470</box>
lead-article-body-bottom <box>213 262 735 330</box>
byline-label: ವಿಕ ಸುದ್ದಿಲೋಕ <box>222 397 255 405</box>
yellow-dot-icon <box>604 1505 614 1517</box>
article-somanatha-body-cont <box>610 517 965 625</box>
notice-signature-block <box>134 1367 363 1403</box>
quote-box <box>860 78 965 228</box>
byline <box>745 80 811 89</box>
obituary-message: ನೀವು ನಮ್ಮನ್ನಗಲಿ ಇಂದಿಗೆ 27 ವರ್ಷ ಕಳೆದರೂ ನಿಮ್ಮ ನೆನಪು ಸದಾ ಹಸಿರಾಗಿದೆ. ನಿಮ್ಮ ಆದರ್ಶ, ಪ್ರೀತಿ ಮತ್ತು ಮಾರ್ಗದರ್ಶನ ನಮಗೆ ದಾರಿದೀಪವಾಗಿದೆ. ನಿಮ್ಮ ಆತ್ಮಕ್ಕೆ ಚಿರಶಾಂತಿ ಸಿಗಲಿ. <box>725 1314 830 1345</box>
photo-balekundri-shivaji <box>405 668 595 765</box>
tender-org-email: sangamsugars@yahoo.com <box>295 909 364 915</box>
headline-mahalingeshwara: ಇಂದು ಮಹಾಲಿಂಗೇಶ್ವರ ರಥೋತ್ಸವ <box>28 707 172 722</box>
obituary-role: ನಿವೃತ್ತ ಎ.ಎಸ್.ಐ <box>888 1316 923 1324</box>
paragraph: ಗ್ರಾಮದ ಪ್ರಮುಖ ಬೀದಿಗಳಲ್ಲಿ ಶಿವಾಜಿ ಮಹಾರಾಜರ ಭಾವಚಿತ್ರದ ಮೆರವಣಿಗೆ ನಡೆಯಿತು. <box>405 790 595 808</box>
photo-caption: ಸವದತ್ತಿಯಲ್ಲಿ ಛತ್ರಪತಿ ಶಿವಾಜಿ ಮಹಾರಾಜರ ವರ್ತುಲದಲ್ಲಿ ಶಿವಾಜಿ - ಬಸವ ಜಯಂತಿ ಆಚರಿಸಲಾಯಿತು. <box>345 233 534 250</box>
issue-date: ಸೋಮವಾರ, 20 ಏಪ್ರಿಲ್ 2026 <box>160 6 246 15</box>
ad-contact-label: ಸಂಪರ್ಕ: <box>65 1059 81 1066</box>
boundary-dir: EAST <box>389 1192 404 1199</box>
classified-email: e-mail:vkclassifieds@timesgroup.com <box>39 855 107 860</box>
paragraph: ಕಾರ್ಯಕ್ರಮದಲ್ಲಿ ‘ನಾ ಕಂಡಂತೆ ವಿಶೇಷಾಂಕ’ ಪುಸ್ತಕ ಬಿಡುಗಡೆಗೊಳಿಸಲಾಯಿತು. ಗ್ರಾಮದ ಹಿರಿಯರು, ಸಾಹಿತಿಗಳು, ಶಿಕ್ಷಕರು ಭಾಗವಹಿಸಿದ್ದರು. <box>350 523 429 568</box>
yellow-dot-icon <box>381 1505 391 1517</box>
tender-ref-no: ನಂ. ಸಂಸಸಕಾನಿ/ಆಡಳಿತ/ಟೆಂಡರ್/2026-27/25 <box>133 922 221 928</box>
publisher-imprint <box>115 1478 965 1492</box>
times-interact-subtitle: ವಿಜಯ ಕರ್ನಾಟಕ ವರ್ಗೀಕೃತ ಜಾಹೀರಾತು <box>43 841 103 846</box>
headline-kallolli <box>743 28 965 76</box>
paragraph: ಪಟ್ಟಣದ 5 ಎಕರೆ ಜಾಗದಲ್ಲಿ 8.60 ಕೋಟಿ ರೂ. ವೆಚ್ಚದಲ್ಲಿ ಪ್ರಜಾಸೌಧ ನಿರ್ಮಾಣ ಕಾಮಗಾರಿ ಶೀಘ್ರದಲ್ಲೇ ಆರಂಭಗೊಳ್ಳಲಿದೆ ಎಂದು ಚಿಕ್ಕೋಡಿ ಸಂಸದೆ ಪ್ರಿಯಾಂಕಾ ಜಾರಕಿಹೊಳಿ ಹೇಳಿದರು. <box>378 979 447 1042</box>
necktie-icon <box>69 875 79 901</box>
vijay-karnataka-logo <box>843 0 942 22</box>
social-x-text <box>470 5 557 14</box>
paragraph: ಹಿಂದೂ ಧರ್ಮದ ರಕ್ಷಣೆಯಲ್ಲಿ ಛತ್ರಪತಿ ಶಿವಾಜಿ ಮಹಾರಾಜರ ಶೌರ್ಯ ಮತ್ತು ಕೊಡುಗೆ ಅವಿಸ್ಮರಣೀಯ ಎಂದು ಗ್ರಾಮ ಪಂಚಾಯಿತಿ ಅಧ್ಯಕ್ಷ ಹೇಳಿದರು. ಗ್ರಾಮದ ಶಿವಾಜಿ ವೃತ್ತದಲ್ಲಿ ಶಿವಾಜಿ ಮಹಾರಾಜರ ಜಯಂತಿ 2026 ಅಂಗವಾಗಿ ಆಯೋಜಿಸಿದ್ದ ಕಾರ್ಯಕ್ರಮದಲ್ಲಿ ಅವರು ಮಾತನಾಡಿದರು. <box>213 668 400 704</box>
logo-times: TIMES <box>36 829 69 840</box>
ad-line: ಅನುಭವಿ ಕಾರು ಚಾಲಕ <box>51 1017 95 1023</box>
boundary-val: : R. S. No. 55 and 56, from its owner Smt. Shanti Arul Selvan of Belagavi, herein the owner has claimed and convinced that, she had clear marketable / Saleable title over the above said property. <box>389 1216 495 1262</box>
paragraph: Notice hereby given to public or if any person or persons having any claim, right, title, interest, or objection whatsoever in respect of the said property or any part thereof by way of sale, mortgage, lease, gift, inheritance, trust, possession, or otherwise, is hereby required to make the same known in writing to the undersigned at the address given. Such claims must be submitted with original/supporting documentary proof within 15 days from the date of publication of this notice. <box>134 1266 363 1328</box>
social-x-prefix: x.com/ <box>470 5 495 14</box>
article-mahalingeshwara <box>28 726 194 808</box>
headline-prajasoudha <box>378 815 595 871</box>
dateline: ಮುನವಳ್ಳಿ: <box>135 868 158 877</box>
tag-other-vacancies: OTHER VACANCIES <box>30 960 116 975</box>
article-somanatha-body <box>610 386 738 515</box>
notice-title: PUBLIC NOTICE <box>412 1147 467 1154</box>
photo-ramalingeshwara-temple <box>538 62 735 230</box>
page-number: II <box>33 2 45 20</box>
masthead-part1: ನಮ್ಮ <box>52 1 80 21</box>
article-cc-road-body <box>603 668 730 878</box>
photo-veerabhadra-idol <box>28 603 84 665</box>
article-shivaji-contribution-cont <box>405 790 595 810</box>
obituary-family: ಪತ್ನಿ: ಬಸವರಾಜು, ಸಂತೋಷಕ್ಕಾ <box>873 1358 938 1366</box>
tag-situation-vacant <box>30 931 116 956</box>
tender-org-address: ಪೋಸ್ಟ್-ಹೊಸೂರು, ತಾ: ಹುಕ್ಕೇರಿ, ಜಿ: ಬೆಳಗಾವಿ <box>157 909 240 915</box>
paragraph: ಹಾಗೂ ಜಗಜ್ಯೋತಿ ಬಸವೇಶ್ವರರ ತತ್ವಾದರ್ಶಗಳನ್ನು ಎಲ್ಲರೂ ಪಾಲಿಸಬೇಕು,” ಎಂದು ಹೇಳಿದರು. “ಸಮಾಜದ ಎಲ್ಲ ವರ್ಗದ ಜನರನ್ನು ಒಂದುಗೂಡಿಸಿ ಶಿವಾಜಿ ಮಹಾರಾಜರು ಆಡಳಿತ ನಡೆಸಿದರು” ಎಂದು ಮರಾಠಾ ಸಮಾಜದ ಅಧ್ಯಕ್ಷ ಹೇಳಿದರು. <box>300 262 472 325</box>
signature-president: ಸಹಿ/-ಅಧ್ಯಕ್ಷರು <box>327 1101 354 1107</box>
tender-date: ದಿನಾಂಕ: 18-04-2026 <box>319 922 364 928</box>
section-divider <box>205 629 965 630</box>
obituary-header: 15ನೇ ಪುಣ್ಯಸ್ಮರಣೆ <box>847 886 964 906</box>
obituary-spouse: ಪತ್ನಿ ನೀಲವ್ವಾ ಬಸವಣ್ಣಪ್ಪ ರೊಟ್ಟಿ <box>871 1090 940 1099</box>
headline-krishnasharma: ಮೌಲ್ಯಯುತ ಸಾಹಿತ್ಯ ರಚಿಸಿದ ಕೃಷ್ಣಶರ್ಮ <box>213 355 588 389</box>
headline-somanatha: ಭಕ್ತರಿಂದ ಸೋಮನಾಥ ಜ್ಯೋತಿರ್ಲಿಂಗ ದರ್ಶನ <box>604 339 949 367</box>
notice-signature: Sd/- Adv. Shivakumar M. Udakeri <box>396 1372 483 1379</box>
imprint-line: Regd. Office: No.74/2, Sanjana Plaza, 4th & 5th Floor, Elephant Rock Road, Jayanagar 3rd Block, Bengaluru-560011(Ph:080-40877800). Editor: Sudarshan Channangihalli - responsible for selection of news under PRB Act. Resident Editor: Suresh K. © All Rights Reserved. Reproduction in whole or part without written permission is prohibited. <box>115 1485 950 1491</box>
notice-roll-no: Roll No. KAR /2361/2004 <box>210 1376 287 1384</box>
lamp-icon <box>950 1228 961 1288</box>
obituary-family: ಶ್ರೀ ಮ. ಗು. ಕಮನೂರು <box>749 1352 806 1361</box>
logo-inter: inter <box>70 826 95 840</box>
ad-line: (DRIVER) ಸ್ವಂತ ಕಾರಿಗೆ. <box>41 1024 105 1032</box>
tender-org <box>157 898 364 916</box>
ad-line: 5 ರಿಂದ 6 ವರ್ಷಗಳ <box>48 1032 98 1041</box>
recruitment-label <box>31 901 117 927</box>
headline-line: ದೇವಿ ಜಾತ್ರೆ ಇಂದಿನಿಂದ <box>28 333 165 355</box>
ad-company: ಕುಡಾಲೆ ಐರನ್ ವರ್ಕ್ಸ್ <box>31 1067 115 1078</box>
column-divider <box>122 815 123 1470</box>
ad-body <box>31 1213 115 1321</box>
new-name-tag: (New Name) <box>39 1278 107 1293</box>
headline-cc-road: ಸಿಸಿ ರಸ್ತೆ ಕಾಮಗಾರಿಗೆ ಶಾಸಕರಿಂದ ಭೂಮಿಪೂಜೆ <box>603 638 904 662</box>
byline-place: ಸವದತ್ತಿ <box>257 62 274 70</box>
tender-body: ನಮ್ಮ ಕಾರ್ಖಾನೆಗೆ 2026-27ನೇ ಹಂಗಾಮಿನ ಸಲುವಾಗಿ ಅವಶ್ಯವಿರುವ ಸಾಮಗ್ರಿಗಳ ಪೂರೈಕೆ ಹಾಗೂ ಕಾಮಗಾರಿಗಳಿಗಾಗಿ ಅನುಭವಿ ಹಾಗೂ ನೋಂದಾಯಿತ ಗುತ್ತಿಗೆದಾರರಿಂದ ಮುಚ್ಚಿದ ಲಕೋಟೆಯಲ್ಲಿ ದರಪಟ್ಟಿ ಆಹ್ವಾನಿಸಲಾಗಿದೆ. ಟೆಂಡರ್ ಅರ್ಜಿ ಹಾಗೂ ನಿಯಮಗಳನ್ನು ಕಾರ್ಖಾನೆಯ ಕಚೇರಿಯಲ್ಲಿ ಕಚೇರಿ ವೇಳೆಯಲ್ಲಿ ಪಡೆಯಬಹುದು. ಭರ್ತಿ ಮಾಡಿದ ಟೆಂಡರ್‌ಗಳನ್ನು ದಿನಾಂಕ 04-05-2026ರ ಮಧ್ಯಾಹ್ನ 12.30 ಗಂಟೆಯ ಒಳಗಾಗಿ ಸಲ್ಲಿಸಬೇಕು. ಅದೇ ದಿನ ಮಧ್ಯಾಹ್ನ 3.00 ಗಂಟೆಗೆ ಟೆಂಡರ್ ಸಮಿತಿ ಸಮಕ್ಷಮ ಲಕೋಟೆ ತೆರೆಯಲಾಗುವುದು. ಕಾರ್ಖಾನೆಯ ಆಡಳಿತ ಮಂಡಳಿಯು ಯಾವುದೇ ಕಾರಣ ನೀಡದೆ ಟೆಂಡರ್ ತಿರಸ್ಕರಿಸುವ ಹಕ್ಕು ಹೊಂದಿರುತ್ತದೆ. ಹೆಚ್ಚಿನ ಮಾಹಿತಿಗಾಗಿ ಸಂಪರ್ಕ ಸಂಖ್ಯೆ: 08792142525, 7483016994. ಮುದ್ರಿತ ಅರ್ಜಿಗಳನ್ನು ಸ್ವೀಕರಿಸಲಾಗುವುದಿಲ್ಲ, ನಿಗದಿತ ನಮೂನೆಯಲ್ಲಿಯೇ ಸಲ್ಲಿಸತಕ್ಕದ್ದು. <box>133 954 364 1008</box>
article-mooru-mukhadambike <box>28 361 194 574</box>
social-facebook-text <box>601 5 717 14</box>
headline-bailwad: ಇಂದಿನಿಂದ ಬೈಲವಾಡ ಗ್ರಾಮದೇವಿ ಜಾತ್ರೆ <box>603 884 795 902</box>
tender-title-wrap <box>133 933 364 951</box>
article-shivaji-contribution-body <box>213 668 400 810</box>
signature-md: ಸಹಿ/- ಪ್ರಭಾರ ವ್ಯವಸ್ಥಾಪಕ ನಿರ್ದೇಶಕರು <box>143 1101 212 1107</box>
obituary-family: ಸೌ. ಉಮಾ ಮ. ಕಮನೂರು <box>744 1361 811 1370</box>
times-interact-ad <box>28 826 118 872</box>
dateline: ಬಾಳೇಕುಂದ್ರಿ: <box>213 668 241 676</box>
article-basava-jayanti-today <box>127 841 370 891</box>
paragraph: ಮೆರವಣಿಗೆಯಲ್ಲಿ ಭಾಗವಹಿಸುವ ಜೋಡೆತ್ತುಗಳನ್ನು ಸಿಂಗರಿಸಿ ತರಬೇಕು. ಆಕರ್ಷಕವಾಗಿ ಅಲಂಕರಿಸಿದ ಜೋಡೆತ್ತುಗಳಿಗೆ ಬಹುಮಾನ ನೀಡಲಾಗುವುದು. ಮೆರವಣಿಗೆಯಲ್ಲಿ ಭಾಗವಹಿಸುವ ಎಲ್ಲ ಜೋಡೆತ್ತುಗಳಿಗೆ ಸಂಘದಿಂದ ಗೌರವ ಸಲ್ಲಿಸಲಾಗುವುದು. <box>745 170 855 225</box>
logo-act: act <box>96 829 108 839</box>
photo-caption: ಬೆಟಗೇರಿಯಲ್ಲಿ ಕೃಷ್ಣಶರ್ಮರ ಜಯಂತಿ ಅಂಗವಾಗಿ ‘ನಾ ಕಂಡಂತೆ ವಿಶೇಷಾಂಕ’ ಪುಸ್ತಕ ಬಿಡುಗಡೆಗೊಳಿಸಲಾಯಿತು. <box>350 497 579 505</box>
recruitment-category <box>30 874 118 928</box>
cmyk-registration-marks <box>582 1505 625 1517</box>
photo-caption: ಬೆಳಗಾವಿಯ ನೆಹರು ಬಸವ ಉದ್ಯಾನದಲ್ಲಿ ಶಿವ - ಜಯಂತಿ ಪ್ರಯುಕ್ತ ಭಾನುವಾರ ಶಿವಾಜಿ ಮಹಾರಾಜರ ಮೂರ್ತಿಗೆ ಗಣ್ಯರು ಪುಷ್ಪಾರ್ಚನೆ ಸಲ್ಲಿಸಿದರು. <box>603 1135 840 1152</box>
old-name: Laxman Hansaramji Choundary <box>35 1223 95 1254</box>
social-website <box>733 5 845 14</box>
headline-basava-jayanti-today: ಬಸವ ಜಯಂತಿ ಆಚರಣೆ ಇಂದು <box>127 815 308 836</box>
sponsor-name: ಶ್ರೀ ಲಕ್ಷ್ಮೀ ಆಫ್‌ಸೆಟ್ ಪ್ರಿಂಟರ್ <box>744 1374 811 1383</box>
dateline: ಹಾರೂಗೇರಿ: <box>28 726 55 734</box>
social-facebook <box>589 5 717 14</box>
paragraph: Therefore, if anybody or Financial institutions having any rights, title, interest or claim of whatsoever nature over the above said property are requested to putforth their claim of whatsoever nature to the below mentioned signatory within 07 days, in writing along with original documentary evidence of their claim, failing which my client will complete the sale transaction, as no claim or no objection over the above said property and there after no claim / demand from anybody shall be entertained, which please take note. <box>384 1263 495 1363</box>
notice-signature: Sd/- PRAVEEN B. KAMBLE <box>188 1367 277 1375</box>
boundary-val: : R. S. No. 54/1 <box>405 1192 444 1199</box>
paragraph: ಶಿವಾಜಿ ಮಹಾರಾಜರ ಪ್ರತಿಮೆಗೆ ಪೂಜೆ ಸಲ್ಲಿಸಿ ಮಾಲಾರ್ಪಣೆ ಮಾಡಲಾಯಿತು. ಗ್ರಾಮದ ಮುಖಂಡರು, ಯುವಕ ಮಂಡಳದ ಸದಸ್ಯರು ಹಾಗೂ ಗ್ರಾಮಸ್ಥರು ಉಪಸ್ಥಿತರಿದ್ದರು. <box>213 731 400 749</box>
headline-line: ಜೋಡೆತ್ತುಗಳ ಮೆರವಣಿಗೆ <box>766 51 942 76</box>
byline-place: ಗೋಕಾಕ <box>257 397 276 405</box>
byline-label: ವಿಕ ಸುದ್ದಿಲೋಕ <box>619 377 652 385</box>
notice-body <box>384 1154 495 1365</box>
recruitment-label-en: RECRUITMENT <box>53 909 95 915</box>
photo-caption <box>28 252 194 300</box>
new-name: LAXMAN CHOUNDARY S/o. HANSARAMJI <box>38 1254 108 1285</box>
obituary-portrait <box>869 1198 944 1294</box>
paragraph: ಯುವಕರು ಉತ್ಸಾಹದಿಂದ ಭಾಗವಹಿಸಿ ಕಾರ್ಯಕ್ರಮ ಯಶಸ್ವಿಗೊಳಿಸಬೇಕು ಎಂದು ಸಂಘದ ಪದಾಧಿಕಾರಿಗಳು ಹಾಗೂ ಸಿಬ್ಬಂದಿ ಕೋರಿದ್ದಾರೆ. ಉಪಾಧ್ಯಕ್ಷ, ನಿರ್ದೇಶಕರು ಉಪಸ್ಥಿತರಿರುವರು. <box>860 232 965 268</box>
byline-place: ಬೈಲಹೊಂಗಲ <box>654 377 684 385</box>
notice-title: PUBLIC NOTICE <box>197 1126 300 1141</box>
